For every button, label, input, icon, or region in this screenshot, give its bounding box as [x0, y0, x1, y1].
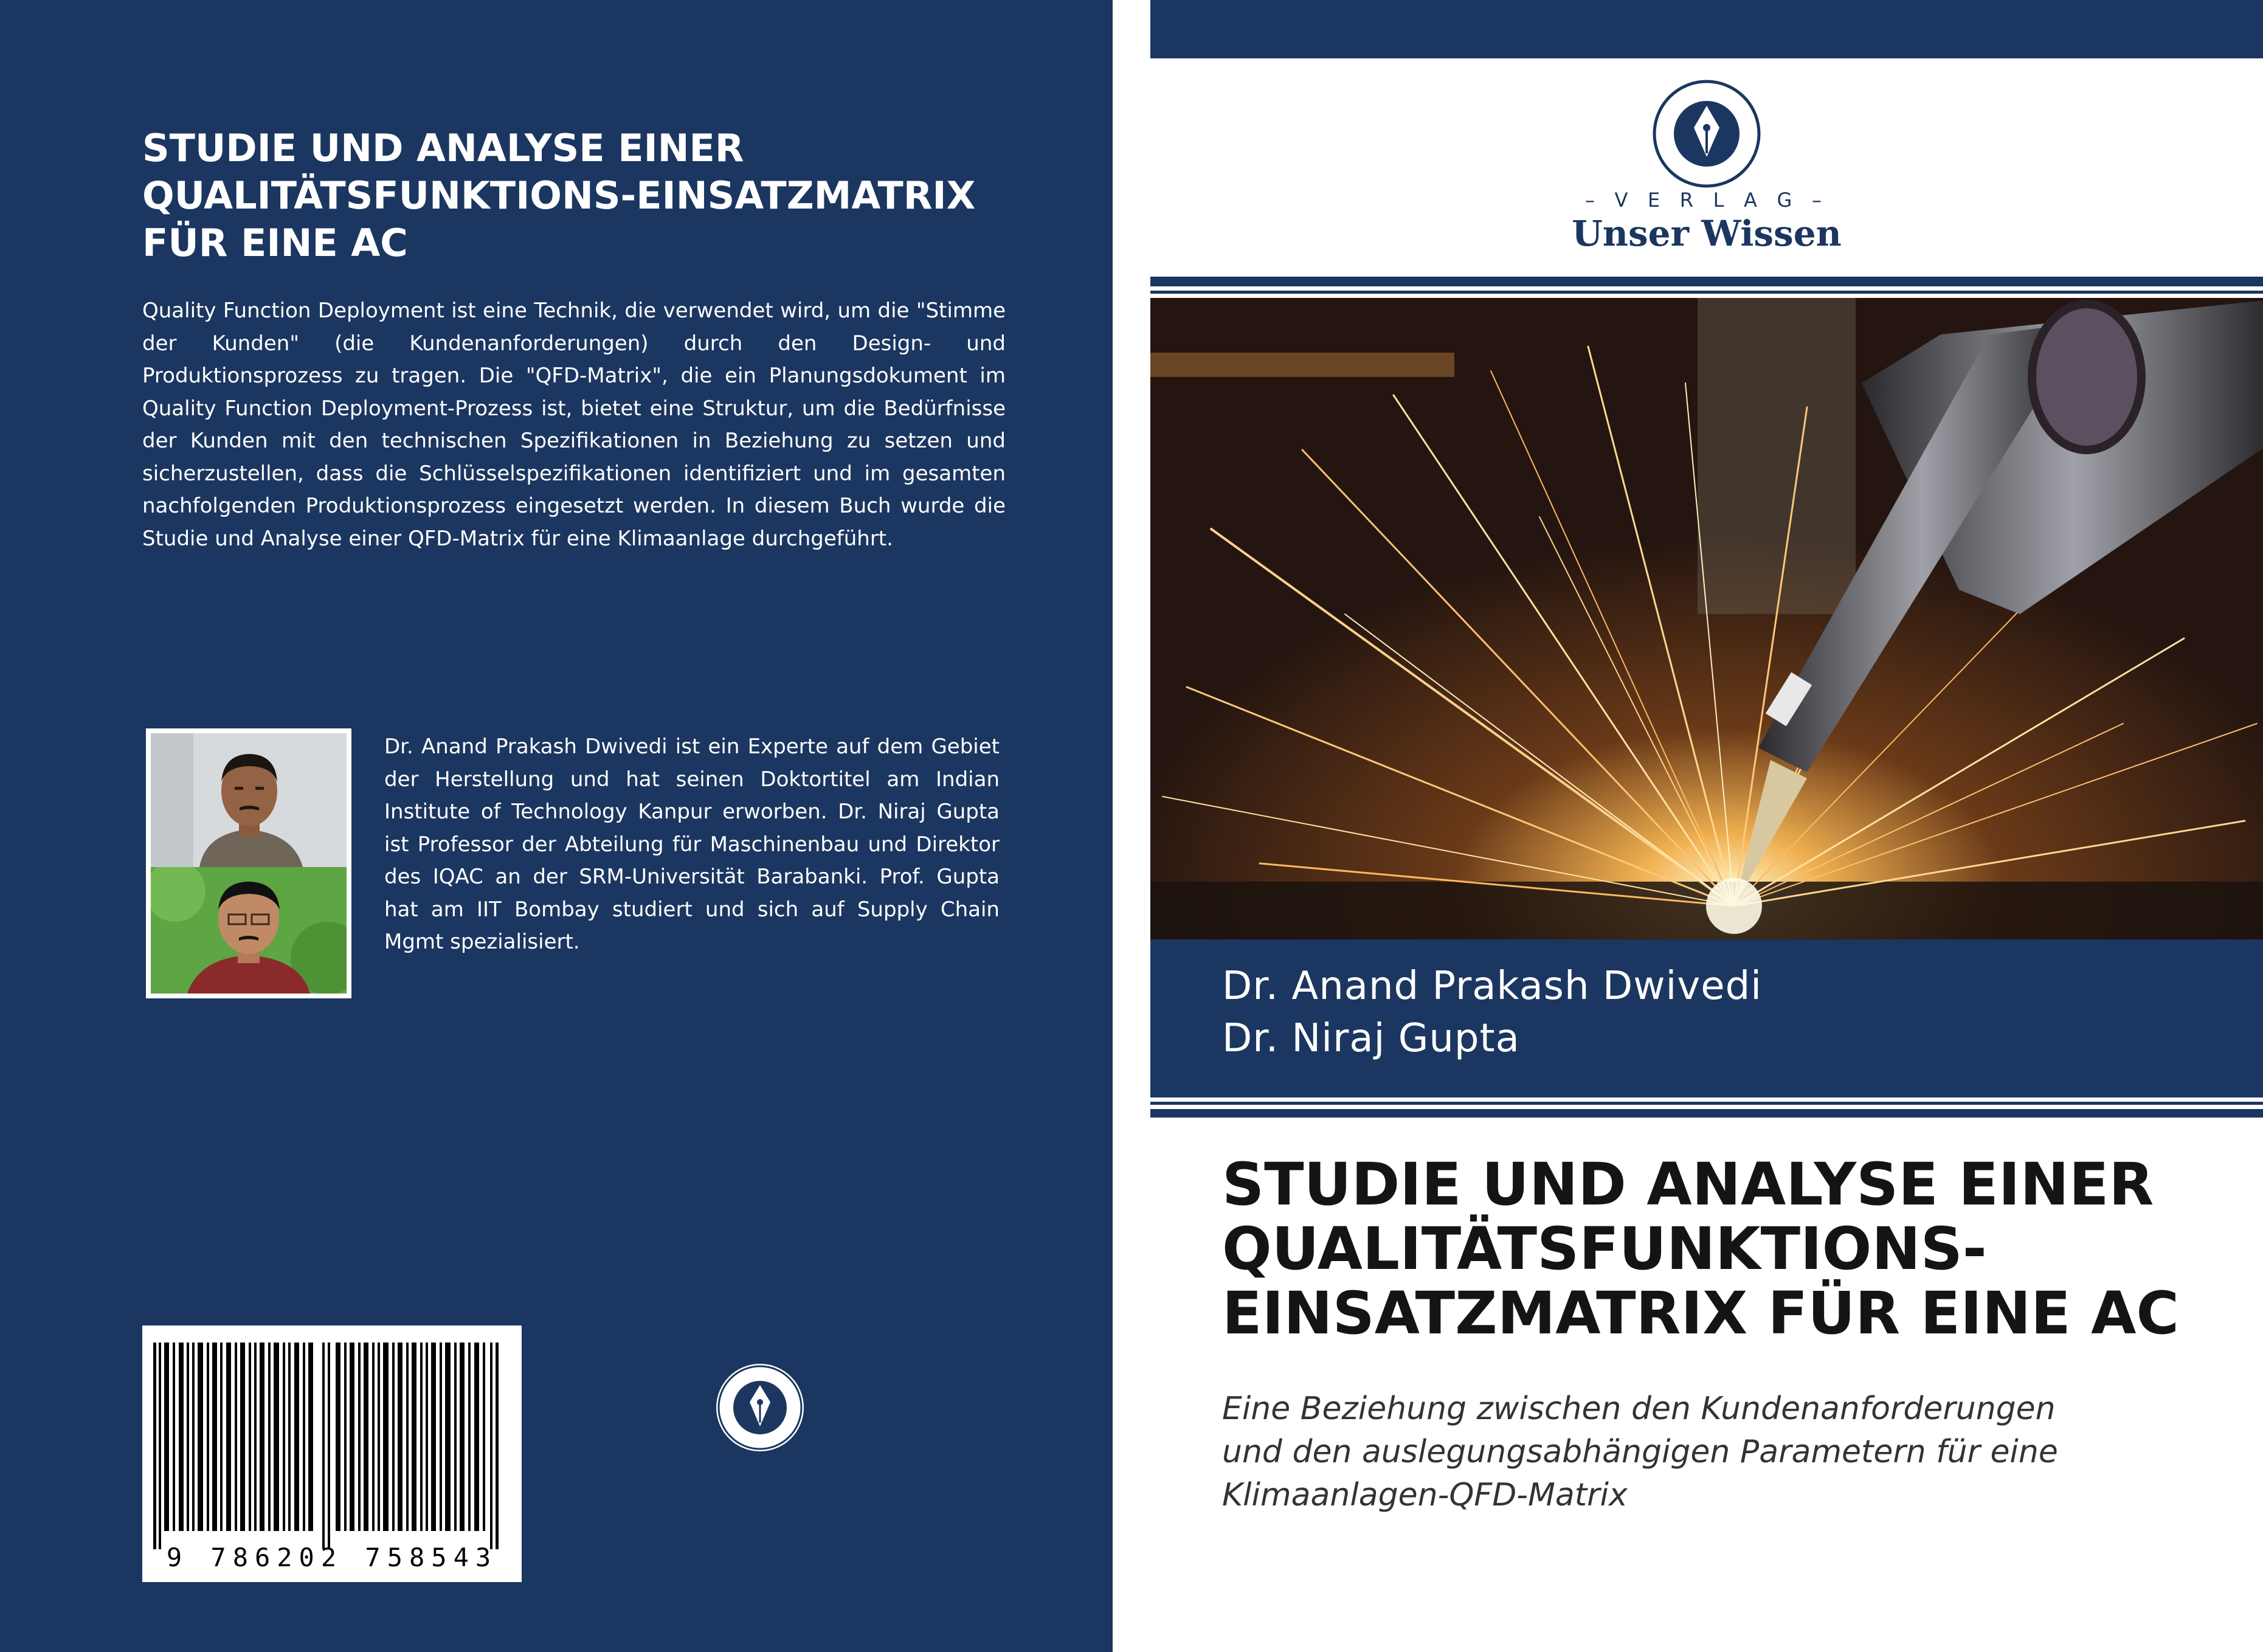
spine	[1113, 0, 1150, 1652]
front-title-line: EINSATZMATRIX FÜR EINE AC	[1222, 1279, 2179, 1347]
book-blurb: Quality Function Deployment ist eine Technik, die verwendet wird, um die "Stimme der Kunden" (die Kundenanforderungen) durch den Design- und Produktionsprozess zu tragen. Die "QFD-Matrix", die ein Planungsdokument im Quality Function Deployment-Prozess ist, bietet eine Struktur, um die Bedürfnisse der Kunden mit den technischen Spezifikationen in Beziehung zu setzen und sicherzustellen, dass die Schlüsselspezifikationen identifiziert und im gesamten nachfolgenden Produktionsprozess eingesetzt werden. In diesem Buch wurde die Studie und Analyse einer QFD-Matrix für eine Klimaanlage durchgeführt.	[142, 299, 1006, 551]
front-cover	[1150, 0, 2263, 1652]
author-name-dwivedi: Dr. Anand Prakash Dwivedi	[1222, 964, 1762, 1009]
back-verlag-label: – V E R L A G –	[661, 1459, 859, 1477]
author-photos	[146, 728, 351, 998]
front-publisher-name: Unser Wissen	[1572, 213, 1842, 254]
author-bio: Dr. Anand Prakash Dwivedi ist ein Experte auf dem Gebiet der Herstellung und hat seinen Doktortitel am Indian Institute of Technology Kanpur erworben. Dr. Niraj Gupta ist Professor der Abteilung für Maschinenbau und Direktor des IQAC an der SRM-Universität Barabanki. Prof. Gupta hat am IIT Bombay studiert und sich auf Supply Chain Mgmt spezialisiert.	[384, 734, 1000, 954]
back-title-line: STUDIE UND ANALYSE EINER	[142, 126, 744, 170]
author-photo-dwivedi	[151, 733, 347, 867]
fountain-pen-seal-icon	[1652, 79, 1761, 188]
back-cover	[0, 0, 1113, 1652]
welding-sparks-photo	[1150, 298, 2263, 939]
rule-bottom-thick	[1150, 1109, 2263, 1118]
subtitle-line: Eine Beziehung zwischen den Kundenanforderungen	[1222, 1391, 2056, 1427]
front-publisher-logo	[1546, 79, 1868, 255]
rule-bottom-thin	[1150, 1102, 2263, 1105]
top-band	[1150, 0, 2263, 58]
front-cover-title	[1222, 1152, 2225, 1346]
rule-top-thick	[1150, 277, 2263, 286]
rule-top-thin	[1150, 291, 2263, 294]
authors-band	[1150, 939, 2263, 1097]
isbn-digits: 9 786202 758543	[166, 1543, 498, 1572]
author-photo-gupta	[151, 867, 347, 994]
front-cover-subtitle	[1222, 1388, 2225, 1517]
front-title-line: STUDIE UND ANALYSE EINER	[1222, 1150, 2154, 1218]
back-title-line: FÜR EINE AC	[142, 221, 408, 265]
back-cover-title	[142, 125, 1054, 267]
fountain-pen-seal-icon	[714, 1362, 806, 1453]
front-title-line: QUALITÄTSFUNKTIONS-	[1222, 1215, 1987, 1283]
author-name-gupta: Dr. Niraj Gupta	[1222, 1016, 1520, 1061]
subtitle-line: Klimaanlagen-QFD-Matrix	[1222, 1477, 1628, 1513]
back-publisher-logo	[638, 1362, 882, 1514]
subtitle-line: und den auslegungsabhängigen Parametern für eine	[1222, 1434, 2058, 1470]
front-verlag-label: – V E R L A G –	[1584, 188, 1829, 212]
back-title-line: QUALITÄTSFUNKTIONS-EINSATZMATRIX	[142, 173, 976, 218]
barcode-icon	[142, 1325, 522, 1582]
back-publisher-name: Unser Wissen	[653, 1479, 867, 1512]
isbn-barcode	[142, 1325, 522, 1582]
